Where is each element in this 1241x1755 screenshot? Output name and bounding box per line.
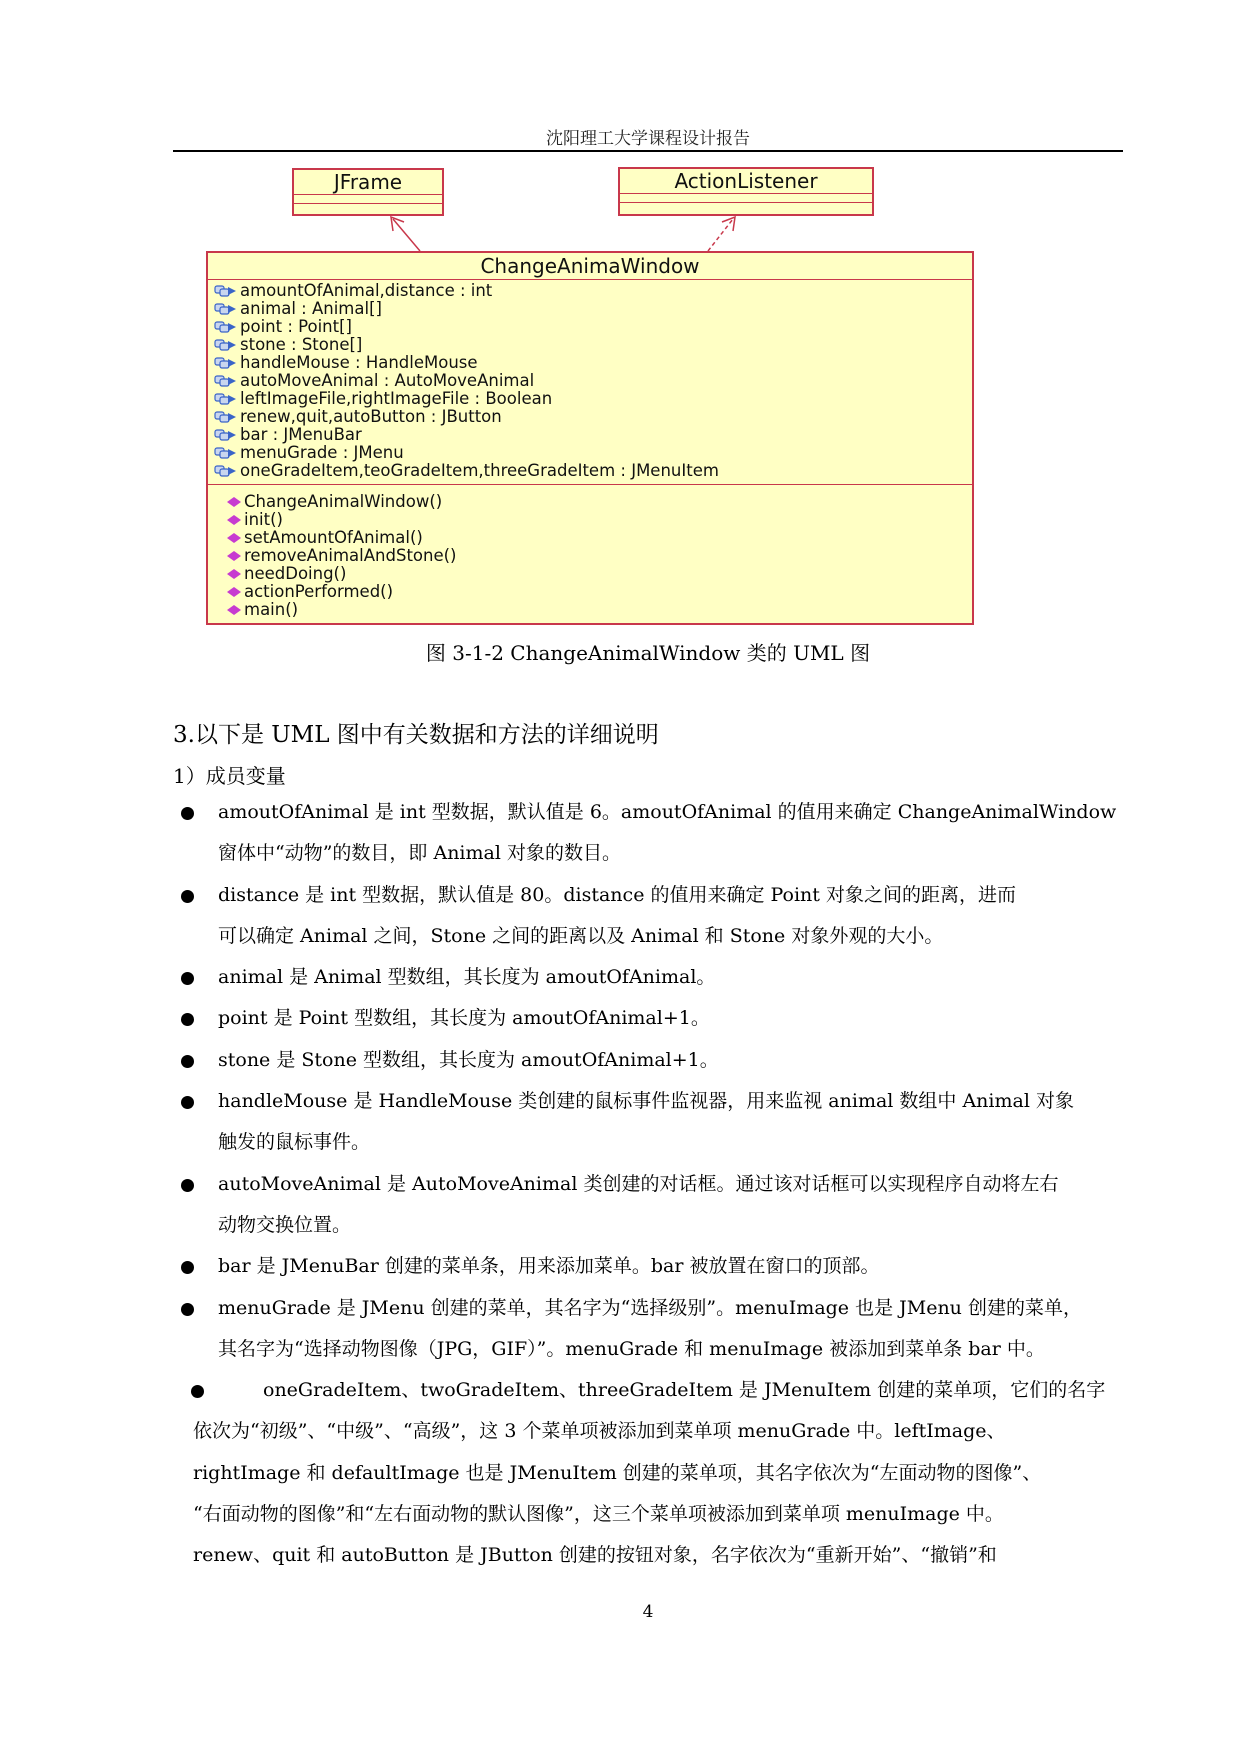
list-item: distance 是 int 型数据，默认值是 80。distance 的值用来确定 Point 对象之间的距离，进而 可以确定 Animal 之间，Stone 之间的距离以及 Animal 和 Stone 对象外观的大小。 [173,875,1123,958]
method-icon [226,585,244,599]
attribute-row: handleMouse : HandleMouse [214,354,972,372]
attribute-icon [214,320,238,334]
jframe-class-box [292,168,444,216]
attribute-row: animal : Animal[] [214,300,972,318]
list-item: handleMouse 是 HandleMouse 类创建的鼠标事件监视器，用来监视 animal 数组中 Animal 对象 触发的鼠标事件。 [173,1081,1123,1164]
attribute-row: leftImageFile,rightImageFile : Boolean [214,390,972,408]
attribute-row: autoMoveAnimal : AutoMoveAnimal [214,372,972,390]
operation-row: needDoing() [212,565,972,583]
attribute-row: point : Point[] [214,318,972,336]
attribute-icon [214,302,238,316]
operation-row: actionPerformed() [212,583,972,601]
attribute-icon [214,410,238,424]
method-icon [226,531,244,545]
method-icon [226,603,244,617]
bullet-icon [181,972,194,985]
bullet-icon [181,1013,194,1026]
list-item: amoutOfAnimal 是 int 型数据，默认值是 6。amoutOfAnimal 的值用来确定 ChangeAnimalWindow 窗体中“动物”的数目，即 Animal 对象的数目。 [173,792,1123,875]
attribute-row: oneGradeItem,teoGradeItem,threeGradeItem : JMenuItem [214,462,972,480]
list-item: point 是 Point 型数组，其长度为 amoutOfAnimal+1。 [173,998,1123,1039]
inheritance-arrowhead [391,217,404,231]
body-text [173,792,1123,1577]
list-item: bar 是 JMenuBar 创建的菜单条，用来添加菜单。bar 被放置在窗口的顶部。 [173,1246,1123,1287]
header-rule [173,150,1123,152]
bullet-icon [181,1055,194,1068]
attribute-row: menuGrade : JMenu [214,444,972,462]
method-icon [226,549,244,563]
attribute-icon [214,374,238,388]
realization-line [708,219,733,251]
method-icon [226,513,244,527]
list-item: animal 是 Animal 型数组，其长度为 amoutOfAnimal。 [173,957,1123,998]
list-item: stone 是 Stone 型数组，其长度为 amoutOfAnimal+1。 [173,1040,1123,1081]
paragraph: oneGradeItem、twoGradeItem、threeGradeItem 是 JMenuItem 创建的菜单项，它们的名字 依次为“初级”、“中级”、“高级”，这 3 个菜单项被添加到菜单项 menuGrade 中。leftImage、 rightImage 和 defaultImage 也是 JMenuItem 创建的菜单项，其名字依次为“左面动物的图像”、 “右面动物的图像”和“左右面动物的默认图像”，这三个菜单项被添加到菜单项 menuImage 中。 renew、quit 和 autoButton 是 JButton 创建的按钮对象，名字依次为“重新开始”、“撤销”和 [193,1379,1106,1567]
attribute-row: renew,quit,autoButton : JButton [214,408,972,426]
actionlistener-interface-box [618,167,874,216]
subheading: 1）成员变量 [173,764,286,788]
figure-caption: 图 3-1-2 ChangeAnimalWindow 类的 UML 图 [425,641,871,665]
operation-row: init() [212,511,972,529]
section-heading: 3.以下是 UML 图中有关数据和方法的详细说明 [173,722,659,748]
bullet-icon [181,1303,194,1316]
bullet-icon [181,1261,194,1274]
operation-row: main() [212,601,972,619]
attribute-row: bar : JMenuBar [214,426,972,444]
bullet-icon [181,807,194,820]
jframe-class-name: JFrame [294,170,442,195]
attribute-row: stone : Stone[] [214,336,972,354]
attribute-row: amountOfAnimal,distance : int [214,282,972,300]
attribute-icon [214,428,238,442]
attribute-icon [214,392,238,406]
list-item: autoMoveAnimal 是 AutoMoveAnimal 类创建的对话框。通过该对话框可以实现程序自动将左右 动物交换位置。 [173,1164,1123,1247]
inheritance-line [393,219,420,251]
attributes-compartment [208,280,972,485]
page-number: 4 [642,1602,654,1622]
page-header: 沈阳理工大学课程设计报告 [546,129,750,149]
list-item: menuGrade 是 JMenu 创建的菜单，其名字为“选择级别”。menuImage 也是 JMenu 创建的菜单， 其名字为“选择动物图像（JPG，GIF）”。menuGrade 和 menuImage 被添加到菜单条 bar 中。 [173,1288,1123,1371]
actionlistener-name: ActionListener [620,169,872,194]
method-icon [226,567,244,581]
realization-arrowhead [722,217,735,231]
changeanimalwindow-class-box [206,251,974,625]
method-icon [226,495,244,509]
operation-row: setAmountOfAnimal() [212,529,972,547]
bullet-icon [181,1179,194,1192]
operations-compartment [208,485,972,619]
operation-row: removeAnimalAndStone() [212,547,972,565]
operation-row: ChangeAnimalWindow() [212,493,972,511]
bullet-icon [181,890,194,903]
class-name: ChangeAnimaWindow [208,253,972,280]
bullet-icon [181,1096,194,1109]
attribute-icon [214,464,238,478]
attribute-icon [214,356,238,370]
attribute-icon [214,338,238,352]
attribute-icon [214,446,238,460]
attribute-icon [214,284,238,298]
